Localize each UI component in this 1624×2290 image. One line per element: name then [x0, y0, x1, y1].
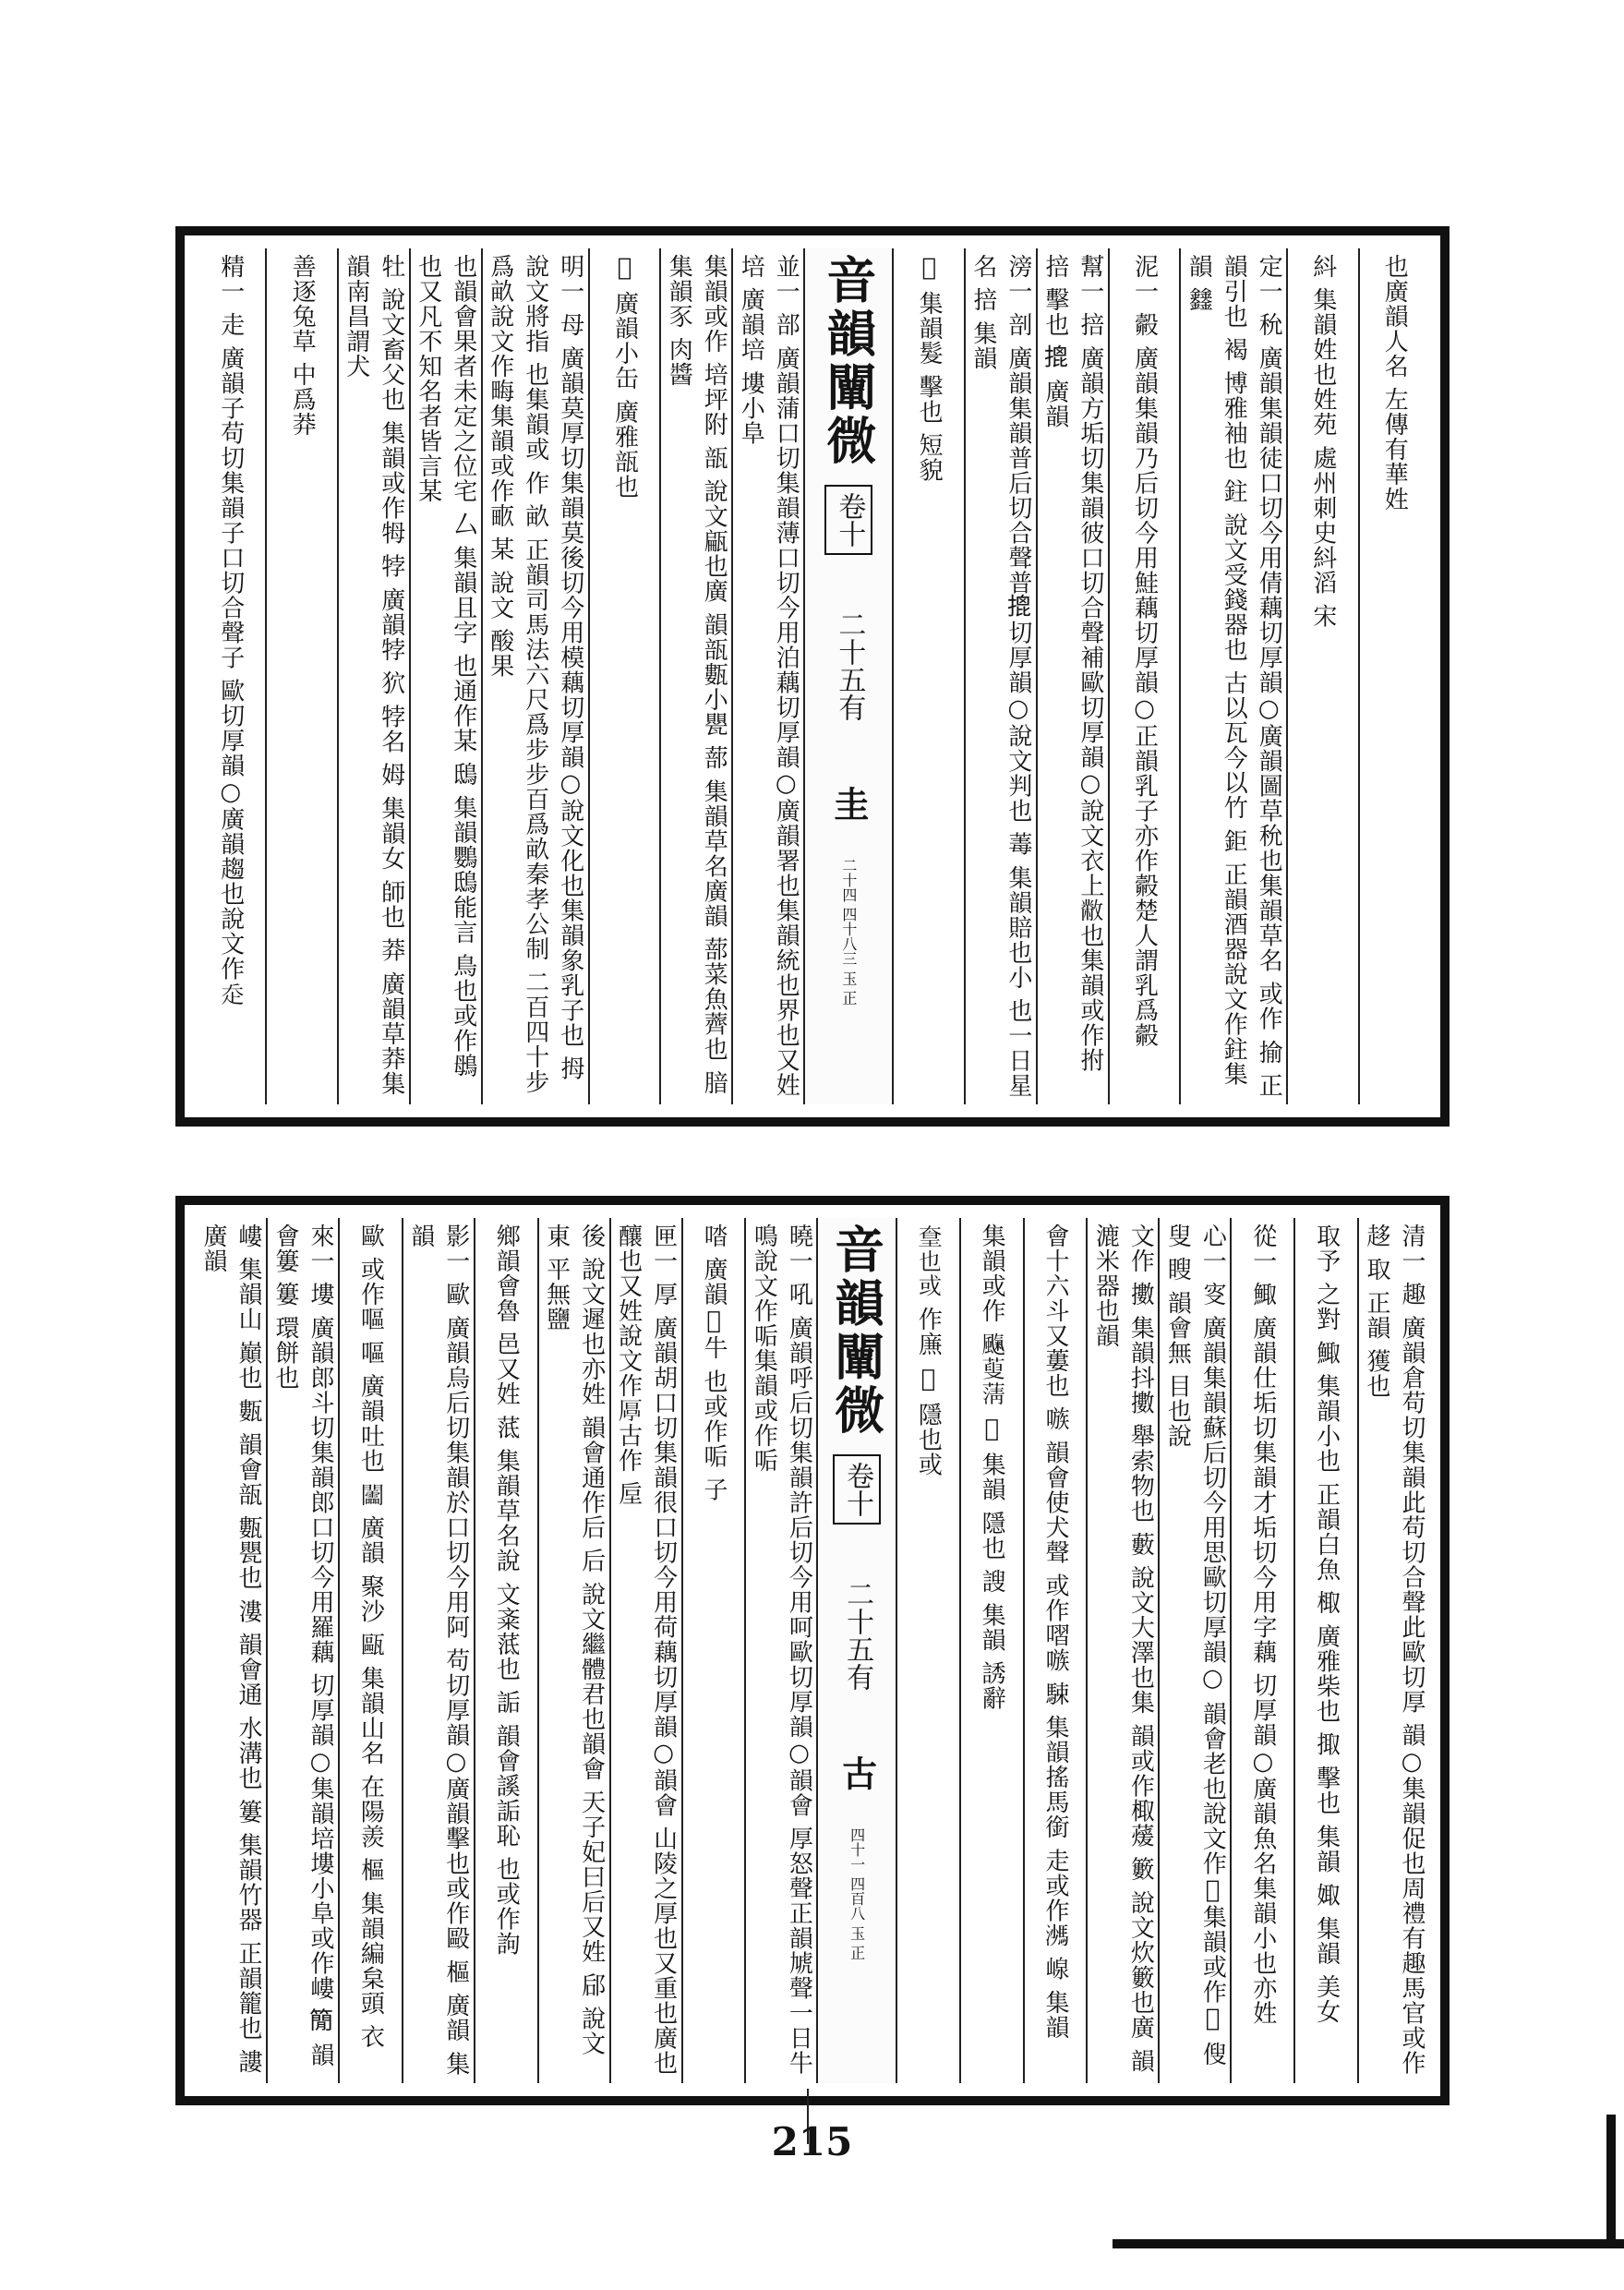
text-column: 鄉韻會魯 邑又姓 䓜 集韻草名說 文㪰䓜也 詬 韻會謑詬恥 也或作訽 — [474, 1218, 537, 2083]
text-column: 紏 集韻姓也姓苑 處州刺史紏滔 宋 — [1286, 248, 1357, 1104]
text-column: 𠴲 廣韻𧞤牛 也或作㖃 子 — [681, 1218, 745, 2083]
text-column: 清一 趣 廣韻倉苟切集韻此苟切合聲此歐切厚 韻○集韻促也周禮有趣馬官或作趍 取 正韻 獲也 — [1357, 1218, 1429, 2083]
text-column: 文作 擻 集韻抖擻 舉索物也 藪 說文大澤也集 韻或作棷蕿 籔 說文炊籔也廣 韻漉米器也韻 — [1086, 1218, 1158, 2083]
book-title: 音韻闡微 — [818, 254, 878, 468]
text-column: 嶁 集韻山 巔也 甊 韻會瓿 甊甖也 漊 韻會通 水溝也 簍 集韻竹器 正韻籠也 謱 廣韻 — [198, 1223, 262, 2075]
text-column: 集韻或作 𩘞蓃蔳 𢈪 集韻 隱也 謏 集韻 誘辭 — [959, 1218, 1023, 2083]
page-number: 215 — [771, 2119, 853, 2164]
text-column: 幫一 掊 廣韻方垢切集韻彼口切合聲補歐切厚韻○說文衣上𣀅也集韻或作拊 掊 擊也 𢱧 廣韻 — [1036, 248, 1108, 1104]
volume-label: 卷十 — [833, 1454, 881, 1525]
top-columns — [196, 248, 1429, 1104]
text-column: 取予 之對 鯫 集韻小也 正韻白魚 棷 廣雅柴也 掫 擊也 集韻 娵 集韻 美女 — [1293, 1218, 1357, 2083]
leaf-number: 古 — [836, 1755, 878, 1790]
text-column: 明一 母 廣韻莫厚切集韻莫後切今用模藕切厚韻○說文化也集韻象乳子也 拇 說文將指 也集韻或 作 畝 正韻司馬法六尺爲步步百爲畝秦孝公制 二百四十步爲畝說文作畮集韻或作畞 某 說文 酸果 — [481, 248, 588, 1104]
text-column: 精一 走 廣韻子苟切集韻子口切合聲子 歐切厚韻○廣韻趨也說文作𧺆 — [216, 254, 245, 1006]
text-column: 來一 塿 廣韻郎斗切集韻郎口切今用羅藕 切厚韻○集韻培塿小阜或作嶁 𥳑 韻會簍 簍 環餅也 — [266, 1218, 338, 2083]
rhyme-label: 二十五有 — [833, 610, 866, 721]
bottom-columns — [196, 1218, 1429, 2083]
text-column: 𩶷 廣韻小缶 廣雅瓿也 — [588, 248, 659, 1104]
text-column: 泥一 㲉 廣韻集韻乃后切今用鮭藕切厚韻○正韻乳子亦作㲉楚人謂乳爲㲉 — [1108, 248, 1179, 1104]
margin-note: 二十四 四十八三 玉 正 — [839, 858, 858, 1006]
text-column: 𩭛 集韻髮 擊也 短貌 — [892, 248, 963, 1104]
text-column: 心一 叜 廣韻集韻蘇后切今用思歐切厚韻○ 韻會老也說文作𡠾集韻或作𡘚 傁 叟 瞍 韻會無 目也說 — [1158, 1218, 1230, 2083]
text-column: 集韻或作 培坪附 瓿 說文甂也廣 韻瓿甊小甖 蔀 集韻草名廣韻 蔀菜魚薺也 腤 集韻豕 肉醬 — [659, 248, 731, 1104]
margin-note: 四十一 四百八 玉 正 — [848, 1827, 866, 1960]
text-column: 𡙙也或 作㢘 𥃆 隱也或 — [896, 1218, 959, 2083]
scan-edge-bar — [1606, 2115, 1616, 2244]
book-title: 音韻闡微 — [826, 1223, 886, 1438]
text-column: 匣一 厚 廣韻胡口切集韻很口切今用荷藕切厚韻○韻會 山陵之厚也又重也廣也釀也又姓說文作𠪋古作 垕 — [609, 1218, 681, 2083]
rhyme-label: 二十五有 — [841, 1580, 874, 1691]
block-center-ear — [816, 1218, 896, 2083]
text-column: 歐 或作嘔 嘔 廣韻吐也 𨷰 廣韻 聚沙 甌 集韻山名 在陽羨 樞 集韻編枲頭 衣 — [338, 1218, 402, 2083]
text-column: 也廣韻人名 左傳有華姓 — [1358, 248, 1429, 1104]
text-column: 從一 鯫 廣韻仕垢切集韻才垢切今用字藕 切厚韻○廣韻魚名集韻小也亦姓 — [1230, 1218, 1293, 2083]
text-column: 也韻會果者未定之位宅 厶 集韻且字 也通作某 鴟 集韻鸚鴟能言 鳥也或作䳇 也又凡不知名者皆言某 — [409, 248, 481, 1104]
text-column: 滂一 剖 廣韻集韻普后切合聲普𢱧切厚韻○說文判也 䓯 集韻賠也小 也一日星名 掊 集韻 — [964, 248, 1036, 1104]
volume-label: 卷十 — [824, 485, 872, 555]
text-column: 曉一 吼 廣韻呼后切集韻許后切今用呵歐切厚韻○韻會 厚怒聲正韻虓聲一日牛鳴說文作㖃集韻或作㖃 — [744, 1218, 816, 2083]
text-column: 定一 𥝲 廣韻集韻徒口切今用倩藕切厚韻○廣韻圖草𥝲也集韻草名 或作 揄 正韻引也 褐 博雅袖也 鉒 說文受錢器也 古以瓦今以竹 鉅 正韻酒器說文作鉒集韻 𨰻 — [1179, 248, 1286, 1104]
bottom-text-block — [175, 1196, 1450, 2105]
text-column: 牡 說文畜父也 集韻或作牳 㹀 廣韻㹀 狖 㹀名 姆 集韻女 師也 莽 廣韻草莽集 韻南昌謂犬 — [337, 248, 409, 1104]
text-column: 後 說文遲也亦姓 韻會通作后 后 說文繼體君也韻會 天子妃曰后又姓 郈 說文東 平無鹽 — [537, 1218, 609, 2083]
leaf-number: 圭 — [827, 786, 870, 821]
text-column: 會十六斗又蔞也 嗾 韻會使犬聲 或作㗩嗾 駷 集韻搖馬銜 走或作𩣠 㟫 集韻 — [1023, 1218, 1087, 2083]
text-column: 影一 歐 廣韻烏后切集韻於口切今用阿 苟切厚韻○廣韻擊也或作毆 樞 廣韻 集韻 — [402, 1218, 474, 2083]
scan-edge-strip — [1113, 2239, 1624, 2248]
block-center-ear — [803, 248, 892, 1104]
text-column: 善逐兔草 中爲莽 — [265, 248, 336, 1104]
top-text-block — [175, 226, 1450, 1127]
text-column: 並一 部 廣韻蒲口切集韻薄口切今用泊藕切厚韻○廣韻署也集韻統也界也又姓 培 廣韻培 塿小阜 — [731, 248, 803, 1104]
